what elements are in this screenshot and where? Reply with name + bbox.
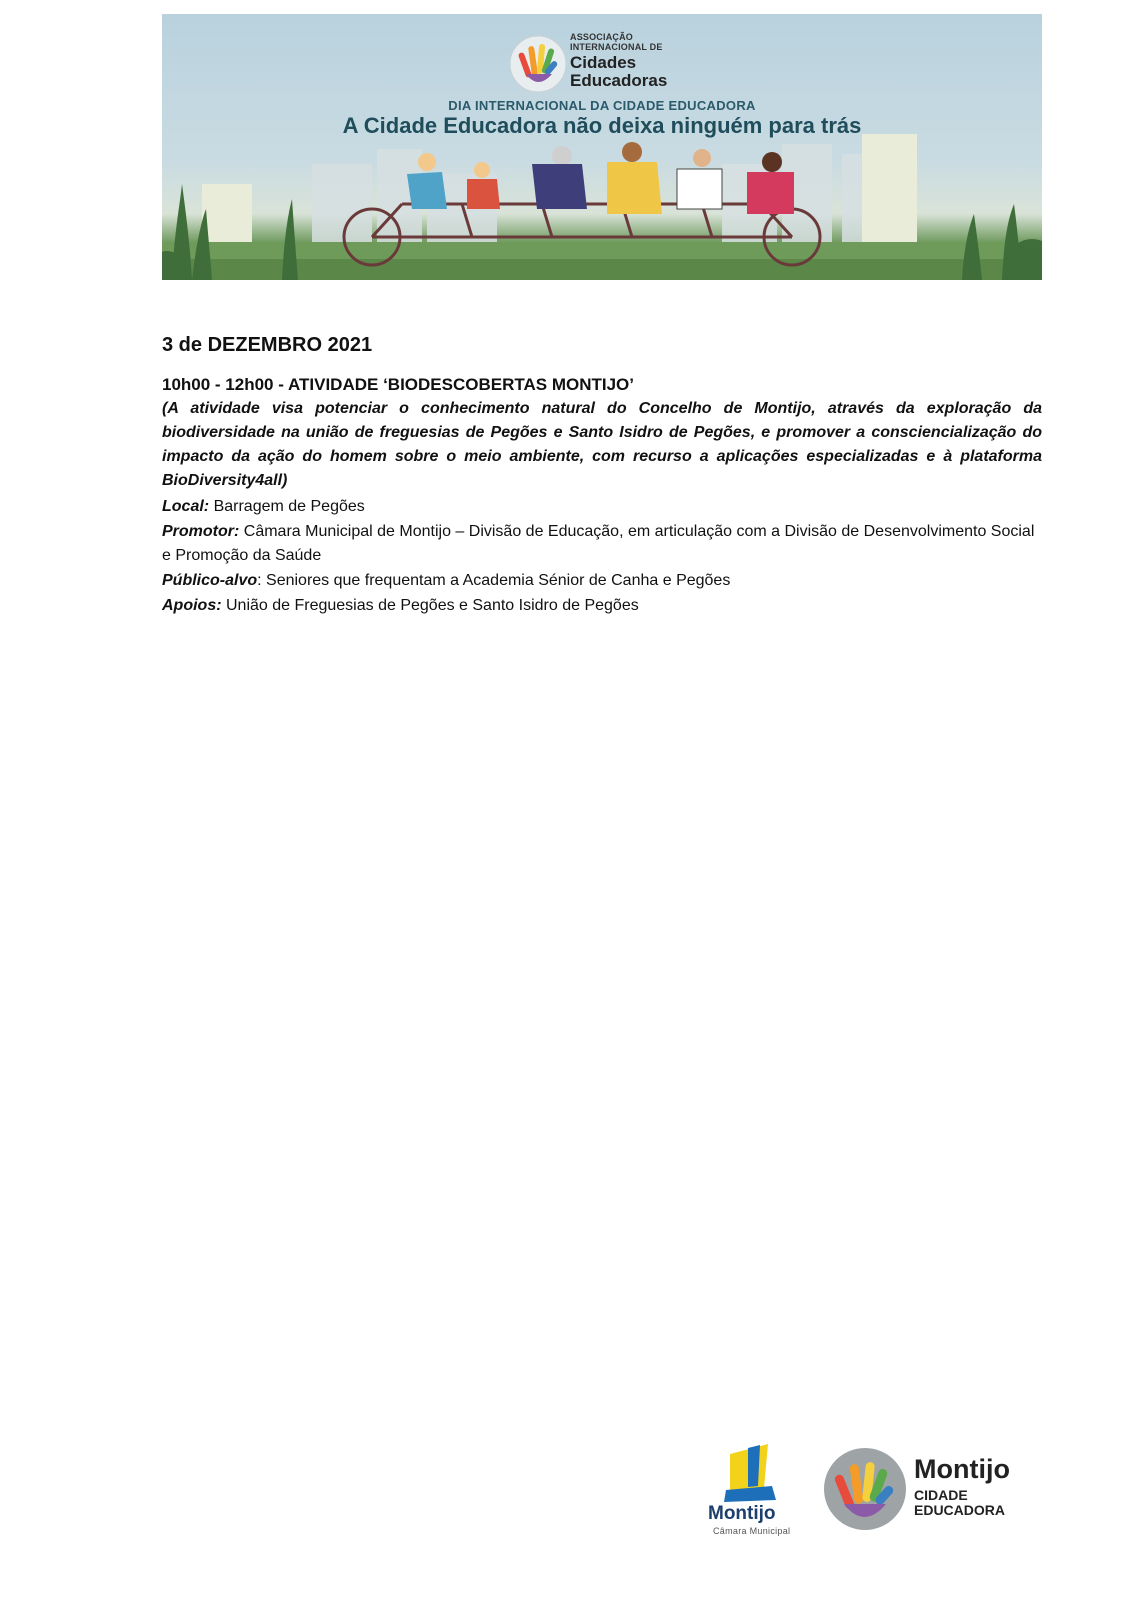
apoios-line [162,594,1042,618]
cidade-sub-line-2: EDUCADORA [914,1502,1005,1518]
local-label: Local: [162,498,210,515]
banner [162,14,1042,280]
promotor-value: Câmara Municipal de Montijo – Divisão de Educação, em articulação com a Divisão de Desenvolvimento Social e Promoção da Saúde [162,523,1035,564]
cidade-title: Montijo [914,1454,1010,1484]
activity-description: (A atividade visa potenciar o conhecimento natural do Concelho de Montijo, através da exploração da biodiversidade na união de freguesias de Pegões e Santo Isidro de Pegões, e promover a consciencialização do impacto da ação do homem sobre o meio ambiente, com recurso a aplicações especializadas e à plataforma BioDiversity4all) [162,400,1042,489]
publico-line [162,569,1042,593]
promotor-line [162,520,1042,568]
assoc-small-line-2: INTERNACIONAL DE [570,42,663,52]
apoios-value: União de Freguesias de Pegões e Santo Isidro de Pegões [221,597,639,614]
camara-name: Montijo [708,1503,776,1524]
assoc-small-line-1: ASSOCIAÇÃO [570,32,634,42]
activity-title: 10h00 - 12h00 - ATIVIDADE ‘BIODESCOBERTAS MONTIJO’ [162,375,634,394]
assoc-logo [508,28,708,98]
camara-municipal-logo [700,1440,800,1540]
cidade-sub-line-1: CIDADE [914,1487,968,1503]
cidade-subtitle [914,1488,1005,1518]
camara-logo-mark [700,1440,800,1504]
assoc-big-line-2: Educadoras [570,71,668,90]
local-line [162,495,1042,519]
assoc-big-line-1: Cidades [570,53,637,72]
camara-subtitle: Câmara Municipal [713,1526,791,1536]
document-body [162,334,1042,619]
banner-headline: A Cidade Educadora não deixa ninguém para trás [342,113,862,138]
assoc-name-small [570,32,663,52]
cidade-educadora-logo [822,1446,1022,1536]
publico-value: : Seniores que frequentam a Academia Sénior de Canha e Pegões [257,572,731,589]
local-value: Barragem de Pegões [209,498,365,515]
assoc-name-big [570,54,667,90]
apoios-label: Apoios: [162,597,222,614]
promotor-label: Promotor: [162,523,240,540]
hand-logo [508,34,568,94]
banner-subtitle: DIA INTERNACIONAL DA CIDADE EDUCADORA [448,98,756,113]
date-heading: 3 de DEZEMBRO 2021 [162,334,373,356]
cidade-educadora-hand-logo [822,1446,908,1532]
publico-label: Público-alvo [162,572,258,589]
